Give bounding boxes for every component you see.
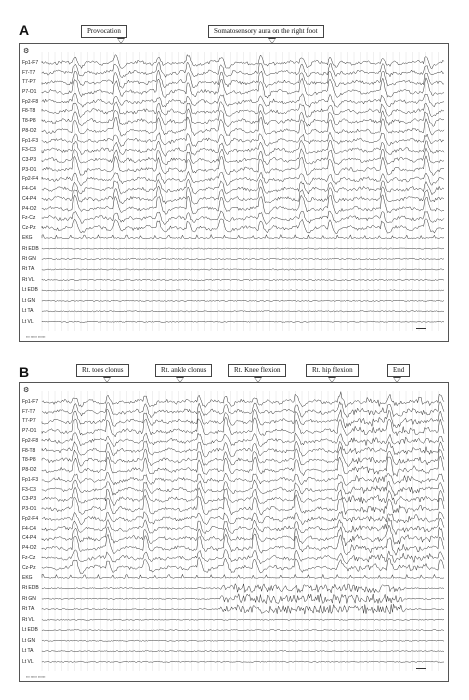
signal-trace [42,557,444,573]
channel-label: F8-T8 [22,108,36,115]
channel-label: Rt VL [22,616,35,623]
channel-label: P8-O2 [22,127,37,134]
signal-trace [42,156,444,176]
channel-label: P4-O2 [22,205,37,212]
signal-trace [42,321,444,322]
eeg-emg-trace-panel-a [19,43,449,342]
gear-icon: ⚙ [23,386,30,394]
signal-trace [42,290,444,291]
annotation-end: End [387,364,410,377]
panel-a-letter: A [19,22,30,38]
recording-footer: ▪▪▪ ▪▪▪▪▪ ▪▪▪▪▪▪ [26,675,46,679]
channel-label: F3-C3 [22,486,36,493]
channel-label: Lt EDB [22,627,38,634]
signal-trace [42,495,444,515]
signal-trace [42,219,444,234]
channel-label: Rt TA [22,266,35,273]
channel-label: T8-P8 [22,457,36,464]
signal-trace [42,102,444,118]
channel-label: F7-T7 [22,69,36,76]
signal-trace [42,258,444,259]
signal-trace [42,574,444,578]
channel-label: C3-P3 [22,156,37,163]
channel-label: Fz-Cz [22,554,36,561]
scale-bar [416,665,426,669]
signal-trace [42,140,444,156]
signal-trace [42,117,444,136]
channel-label: P7-O1 [22,428,37,435]
channel-label: Rt GN [22,595,36,602]
signal-trace [42,472,444,485]
channel-label: Cz-Pz [22,564,36,571]
channel-label: F8-T8 [22,447,36,454]
annotation-somatosensory-aura: Somatosensory aura on the right foot [208,25,324,38]
channel-label: Lt TA [22,648,34,655]
channel-label: P8-O2 [22,467,37,474]
channel-label: Fp2-F8 [22,437,39,444]
signal-trace [42,70,444,88]
signal-trace [42,651,444,652]
signal-trace [42,55,444,69]
signal-trace [42,171,444,185]
channel-label: P3-O1 [22,506,37,513]
channel-label: T7-P7 [22,79,36,86]
channel-label: Fp2-F8 [22,98,39,105]
gear-icon: ⚙ [23,47,30,55]
signal-trace [42,94,444,108]
channel-label: F7-T7 [22,408,36,415]
channel-label: T7-P7 [22,418,36,425]
channel-label: EKG [22,574,33,581]
channel-label: C3-P3 [22,496,37,503]
signal-trace [42,132,444,146]
channel-label: Fp1-F7 [22,59,39,66]
channel-label: Rt TA [22,606,35,613]
signal-trace [42,594,444,604]
channel-label: F4-C4 [22,525,36,532]
signal-trace [42,195,444,215]
signal-trace [42,619,444,620]
recording-footer: ▪▪▪ ▪▪▪▪▪ ▪▪▪▪▪▪ [26,335,46,339]
channel-label: P3-O1 [22,166,37,173]
signal-trace [42,279,444,280]
channel-label: Fp2-F4 [22,515,39,522]
channel-label: Rt EDB [22,585,39,592]
channel-label: Rt GN [22,256,36,262]
channel-label: Rt EDB [22,245,39,252]
signal-trace [42,392,444,408]
signal-trace [42,456,444,476]
eeg-emg-trace-panel-b [19,382,449,682]
signal-trace [42,433,444,447]
channel-label: T8-P8 [22,118,36,125]
annotation-rt-toes-clonus: Rt. toes clonus [76,364,129,377]
signal-trace [42,211,444,225]
signal-trace [42,179,444,195]
channel-label: Lt VL [22,318,34,325]
signal-trace [42,402,444,418]
signal-trace [42,604,444,614]
channel-label: Fp2-F4 [22,176,39,183]
signal-trace [42,235,444,239]
signal-trace [42,311,444,312]
scale-bar [416,325,426,329]
annotation-rt-knee-flexion: Rt. Knee flexion [228,364,286,377]
channel-label: P7-O1 [22,88,37,95]
signal-trace [42,549,444,564]
signal-trace [42,417,444,437]
channel-label: Rt VL [22,276,35,283]
channel-label: Lt GN [22,637,36,644]
signal-trace [42,584,444,593]
signal-trace [42,630,444,631]
annotation-provocation: Provocation [81,25,127,38]
channel-label: Lt TA [22,308,34,315]
annotation-rt-ankle-clonus: Rt. ankle clonus [155,364,212,377]
signal-trace [42,248,444,249]
channel-label: C4-P4 [22,535,37,542]
panel-b-letter: B [19,364,30,380]
signal-trace [42,661,444,662]
signal-trace [42,447,444,467]
channel-label: P4-O2 [22,545,37,552]
signal-trace [42,480,444,496]
channel-label: Fz-Cz [22,215,36,222]
channel-label: C4-P4 [22,195,37,202]
channel-label: Lt EDB [22,287,38,294]
channel-label: Lt VL [22,658,34,665]
channel-label: Cz-Pz [22,224,36,231]
channel-label: Fp1-F3 [22,476,39,483]
signal-trace [42,640,444,641]
annotation-rt-hip-flexion: Rt. hip flexion [306,364,359,377]
signal-trace [42,109,444,127]
signal-trace [42,441,444,457]
channel-label: EKG [22,235,33,242]
channel-label: Lt GN [22,297,36,304]
channel-label: Fp1-F7 [22,398,39,405]
channel-label: F3-C3 [22,147,36,154]
channel-label: Fp1-F3 [22,137,39,144]
signal-trace [42,300,444,301]
signal-trace [42,269,444,270]
channel-label: F4-C4 [22,186,36,193]
